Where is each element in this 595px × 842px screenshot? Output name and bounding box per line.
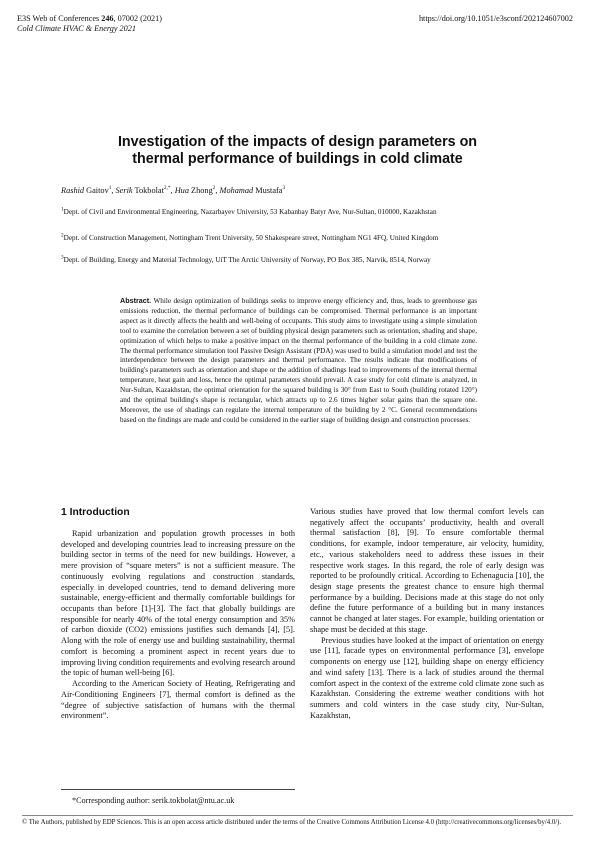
affiliation-mark: 1 — [61, 206, 64, 213]
author-affiliation-mark: 3 — [282, 185, 286, 192]
author-first-name: Mohamad — [219, 186, 254, 195]
author-separator: , — [215, 186, 220, 195]
title-line-1: Investigation of the impacts of design parameters on — [117, 134, 478, 150]
affiliation-text: Dept. of Civil and Environmental Engineering, Nazarbayev University, 53 Kabanbay Batyr Ave, Nur-Sultan, 010000, Kazakhstan — [63, 208, 437, 216]
affiliation-3 — [61, 255, 529, 265]
affiliation-mark: 2 — [61, 232, 64, 239]
affiliation-1 — [61, 207, 529, 217]
body-paragraph: Various studies have proved that low thermal comfort levels can negatively affect the occupants’ productivity, health and overall thermal satisfaction [8], [9]. To ensure comfortable thermal conditions, for example, indoor temperature, air velocity, humidity, etc., various stakeholders need to address these issues in their respective work stages. In this regard, the role of early design was reported to be profoundly critical. According to Echenagucia [10], the design stage presents the greatest chance to ensure high thermal performance by a building. Decisions made at this stage do not only define the future performance of a building but in many instances cannot be changed at later stages. For example, building orientation or shape must be decided at this stage. — [310, 507, 544, 634]
corresponding-author-footnote: *Corresponding author: serik.tokbolat@ntu.ac.uk — [72, 796, 235, 805]
affiliation-text: Dept. of Construction Management, Nottingham Trent University, 50 Shakespeare street, Nottingham NG1 4FQ, United Kingdom — [63, 234, 439, 242]
license-notice: © The Authors, published by EDP Sciences. This is an open access article distributed under the terms of the Creative Commons Attribution License 4.0 (http://creativecommons.org/licenses/by/4.0/). — [22, 819, 562, 826]
journal-citation — [17, 14, 162, 24]
body-paragraph: Rapid urbanization and population growth processes in both developed and developing countries lead to increasing pressure on the building sector in terms of the need for new buildings. However, a mere provision of “square meters” is not a sufficient measure. The continuously evolving regulations and construction standards, especially in developed countries, tend to demand delivering more sustainable, energy-efficient and thermally comfortable buildings for occupants than before [1]-[3]. The fact that globally buildings are responsible for nearly 40% of the total energy consumption and 35% of carbon dioxide (CO2) emissions justifies such demands [4], [5]. Along with the role of energy use and building sustainability, thermal comfort is becoming a prominent aspect in recent years due to improving living condition requirements and evolving research around the topic of human well-being [6]. — [61, 529, 295, 678]
conference-name: Cold Climate HVAC & Energy 2021 — [17, 24, 136, 33]
author-last-name: Mustafa — [253, 186, 283, 195]
body-paragraph: Previous studies have looked at the impact of orientation on energy use [11], facade types on environmental performance [3], envelope components on energy use [12], building shape on energy efficiency and wind safety [13]. There is a lack of studies around the thermal comfort aspect in the context of the extreme cold climate zone such as Kazakhstan. Considering the extreme weather conditions with hot summers and cold winters in the case study city, Nur-Sultan, Kazakhstan, — [310, 635, 544, 720]
author-first-name: Serik — [115, 186, 133, 195]
author-affiliation-mark: 1 — [108, 185, 112, 192]
paper-title — [60, 134, 535, 168]
author-last-name: Tokbolat — [132, 186, 164, 195]
license-divider — [22, 815, 573, 816]
author-first-name: Rashid — [61, 186, 85, 195]
journal-volume: 246 — [101, 14, 114, 23]
author-first-name: Hua — [174, 186, 189, 195]
body-paragraph: According to the American Society of Heating, Refrigerating and Air-Conditioning Engineers [7], thermal comfort is defined as the “degree of subjective satisfaction of humans with the thermal environment”. — [61, 679, 295, 721]
author-last-name: Gaitov — [84, 186, 109, 195]
abstract-label: Abstract. — [120, 296, 152, 305]
author-list — [61, 186, 285, 195]
affiliation-text: Dept. of Building, Energy and Material Technology, UiT The Arctic University of Norway, PO Box 385, Narvik, 8514, Norway — [63, 256, 431, 264]
abstract-text: While design optimization of buildings seeks to improve energy efficiency and, thus, leads to greenhouse gas emissions reduction, the thermal performance of buildings can be compromised. Thermal performance is an important aspect as it directly affects the health and well-being of occupants. This study aims to investigate using a simple simulation tool to examine the correlation between a set of building physical design parameters such as orientation, shading and shape, optimization of which helps to make a positive impact on the thermal performance of the building in a cold climate zone. The thermal performance simulation tool Passive Design Assistant (PDA) was used to build a simulation model and test the interdependence between the design parameters and thermal performance. The results indicate that modifications of building's parameters such as orientation and shape or the addition of shadings lead to improvements of the internal thermal temperature, heat gain and loss, hence the optimal parameters should prevail. A case study for cold climate is analyzed, in Nur-Sultan, Kazakhstan, the optimal orientation for the squared building is 30° from East to South (building rotated 120°) and the optimal building's shape is rectangular, which attracts up to 2.6 times higher solar gains than the square one. Moreover, the use of shadings can regulate the internal temperature of the building by 2 °C. General recommendations based on the findings are made and could be considered in the earlier stage of building design and construction processes. — [120, 297, 477, 424]
author-affiliation-mark: 2,* — [163, 185, 171, 192]
affiliation-2 — [61, 233, 529, 243]
affiliation-mark: 3 — [61, 254, 64, 261]
author-separator: , — [111, 186, 116, 195]
right-column — [310, 507, 544, 721]
author-affiliation-mark: 2 — [212, 185, 216, 192]
author-last-name: Zhong — [188, 186, 213, 195]
title-line-2: thermal performance of buildings in cold climate — [132, 151, 463, 167]
doi-link[interactable]: https://doi.org/10.1051/e3sconf/202124607002 — [418, 14, 573, 23]
journal-name: E3S Web of Conferences — [17, 14, 102, 23]
left-column — [61, 507, 295, 722]
journal-article-number: , 07002 (2021) — [113, 14, 162, 23]
footnote-divider — [61, 789, 295, 790]
abstract — [120, 296, 477, 426]
running-header-left — [17, 14, 162, 34]
author-separator: , — [170, 186, 175, 195]
section-heading-introduction: 1 Introduction — [61, 507, 130, 518]
